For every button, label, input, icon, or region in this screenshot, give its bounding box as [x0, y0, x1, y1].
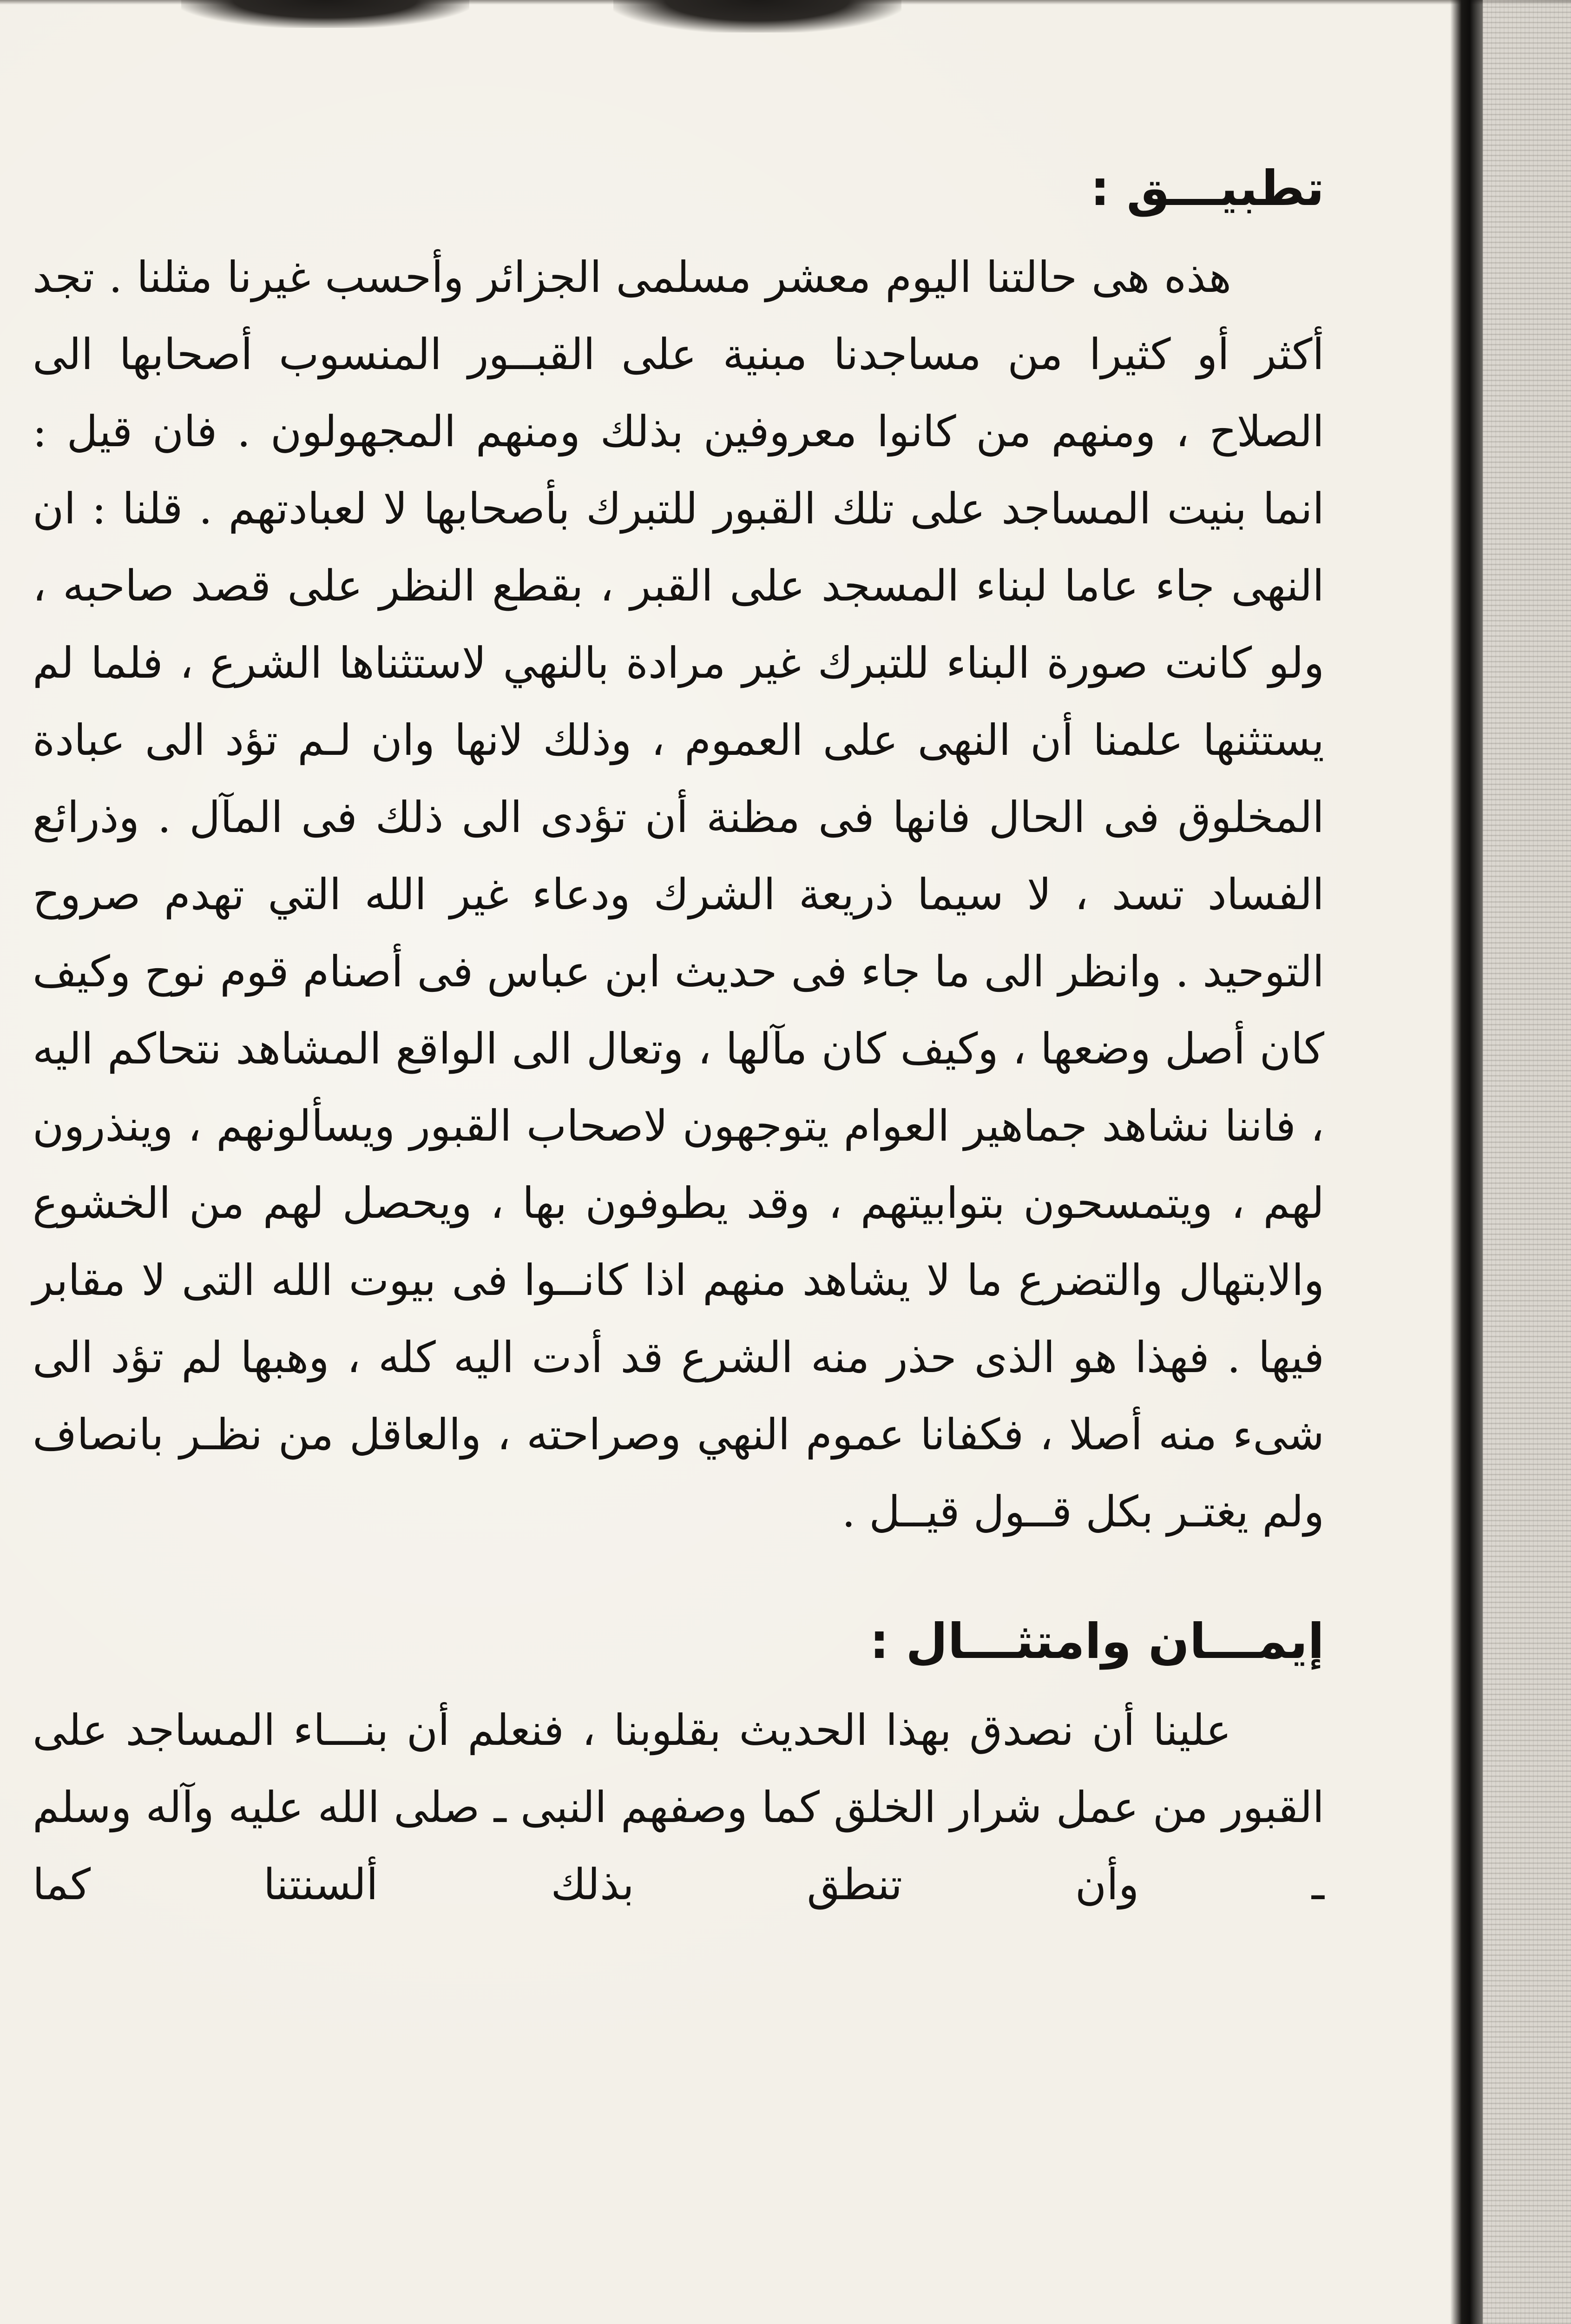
page-edge-noise — [1483, 0, 1571, 2324]
book-spine-shadow — [1450, 0, 1483, 2324]
scan-artifact-right — [613, 0, 901, 33]
text-column — [33, 153, 1324, 1923]
section-heading-faith: إيمـــان وامتثـــال : — [869, 1613, 1324, 1670]
section-body-faith: علينا أن نصدق بهذا الحديث بقلوبنا ، فنعلم أن بنـــاء المساجد على القبور من عمل شرار الخلق كما وصفهم النبى ـ صلى الله عليه وآله وسلم ـ وأن تنطق بذلك ألسنتنا كما — [33, 1705, 1325, 1909]
scan-artifact-left — [181, 0, 469, 28]
section-heading-application: تطبيـــق : — [1090, 160, 1324, 217]
section-body-application: هذه هى حالتنا اليوم معشر مسلمى الجزائر وأحسب غيرنا مثلنا . تجد أكثر أو كثيرا من مساجدنا مبنية على القبــور المنسوب أصحابها الى الصلاح ، ومنهم من كانوا معروفين بذلك ومنهم المجهولون . فان قيل : انما بنيت المساجد على تلك القبور للتبرك بأصحابها لا لعبادتهم . قلنا : ان النهى جاء عاما لبناء المسجد على القبر ، بقطع النظر على قصد صاحبه ، ولو كانت صورة البناء للتبرك غير مرادة بالنهي لاستثناها الشرع ، فلما لم يستثنها علمنا أن النهى على العموم ، وذلك لانها وان لـم تؤد الى عبادة المخلوق فى الحال فانها فى مظنة أن تؤدى الى ذلك فى المآل . وذرائع الفساد تسد ، لا سيما ذريعة الشرك ودعاء غير الله التي تهدم صروح التوحيد . وانظر الى ما جاء فى حديث ابن عباس فى أصنام قوم نوح وكيف كان أصل وضعها ، وكيف كان مآلها ، وتعال الى الواقع المشاهد نتحاكم اليه ، فاننا نشاهد جماهير العوام يتوجهون لاصحاب القبور ويسألونهم ، وينذرون لهم ، ويتمسحون بتوابيتهم ، وقد يطوفون بها ، ويحصل لهم من الخشوع والابتهال والتضرع ما لا يشاهد منهم اذا كانــوا فى بيوت الله التى لا مقابر فيها . فهذا هو الذى حذر منه الشرع قد أدت اليه كله ، وهبها لم تؤد الى شىء منه أصلا ، فكفانا عموم النهي وصراحته ، والعاقل من نظـر بانصاف ولم يغتـر بكل قــول قيــل . — [33, 252, 1324, 1537]
section-spacer — [33, 1551, 1324, 1606]
